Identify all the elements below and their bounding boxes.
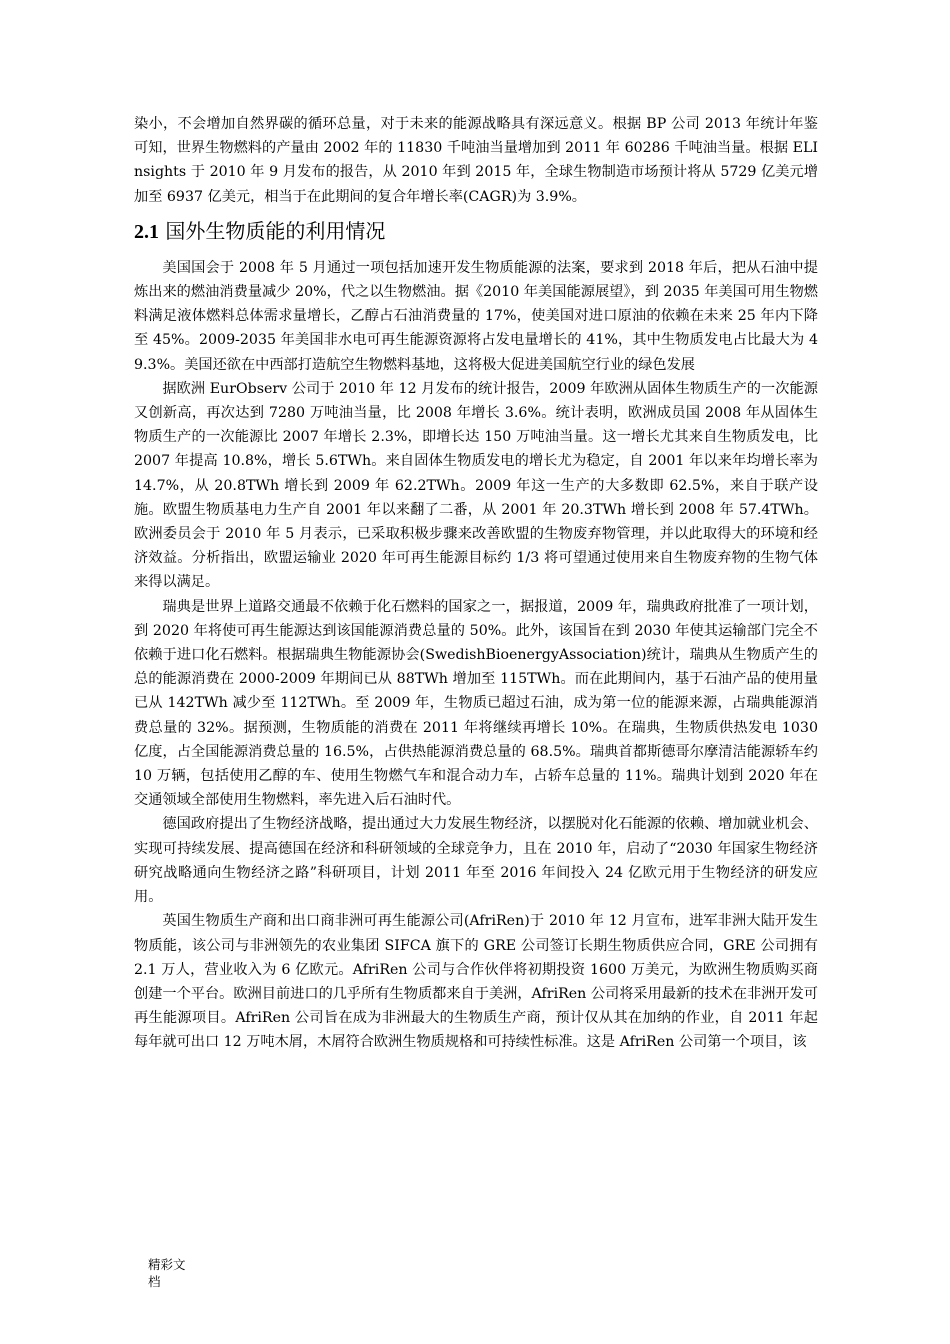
- paragraph-uk-afriren: 英国生物质生产商和出口商非洲可再生能源公司(AfriRen)于 2010 年 12 月宣布，进军非洲大陆开发生物质能，该公司与非洲领先的农业集团 SIFCA 旗下的 GRE 公司签订长期生物质供应合同，GRE 公司拥有 2.1 万人，营业收入为 6 亿欧元。AfriRen 公司与合作伙伴将初期投资 1600 万美元，为欧洲生物质购买商创建一个平台。欧洲目前进口的几乎所有生物质都来自于美洲，AfriRen 公司将采用最新的技术在非洲开发可再生能源项目。AfriRen 公司旨在成为非洲最大的生物质生产商，预计仅从其在加纳的作业，自 2011 年起每年就可出口 12 万吨木屑，木屑符合欧洲生物质规格和可持续性标准。这是 AfriRen 公司第一个项目，该: [134, 913, 818, 1051]
- section-heading: [134, 215, 818, 248]
- page-footer: 精彩文档: [148, 1257, 186, 1289]
- paragraph-sweden: 瑞典是世界上道路交通最不依赖于化石燃料的国家之一，据报道，2009 年，瑞典政府批准了一项计划，到 2020 年将使可再生能源达到该国能源消费总量的 50%。此外，该国旨在到 2030 年使其运输部门完全不依赖于进口化石燃料。根据瑞典生物能源协会(SwedishBioenergyAssociation)统计，瑞典从生物质产生的总的能源消费在 2000-2009 年期间已从 88TWh 增加至 115TWh。而在此期间内，基于石油产品的使用量已从 142TWh 减少至 112TWh。至 2009 年，生物质已超过石油，成为第一位的能源来源，占瑞典能源消费总量的 32%。据预测，生物质能的消费在 2011 年将继续再增长 10%。在瑞典，生物质供热发电 1030 亿度，占全国能源消费总量的 16.5%，占供热能源消费总量的 68.5%。瑞典首都斯德哥尔摩清洁能源轿车约 10 万辆，包括使用乙醇的车、使用生物燃气车和混合动力车，占轿车总量的 11%。瑞典计划到 2020 年在交通领域全部使用生物燃料，率先进入后石油时代。: [134, 598, 818, 809]
- paragraph-usa: 美国国会于 2008 年 5 月通过一项包括加速开发生物质能源的法案，要求到 2018 年后，把从石油中提炼出来的燃油消费量减少 20%，代之以生物燃油。据《2010 年美国能源展望》，到 2035 年美国可用生物燃料满足液体燃料总体需求量增长，乙醇占石油消费量的 17%，使美国对进口原油的依赖在未来 25 年内下降至 45%。2009-2035 年美国非水电可再生能源资源将占发电量增长的 41%，其中生物质发电占比最大为 49.3%。美国还欲在中西部打造航空生物燃料基地，这将极大促进美国航空行业的绿色发展: [134, 259, 818, 373]
- document-body: [134, 112, 818, 1055]
- paragraph-europe: 据欧洲 EurObserv 公司于 2010 年 12 月发布的统计报告，2009 年欧洲从固体生物质生产的一次能源又创新高，再次达到 7280 万吨油当量，比 2008 年增长 3.6%。统计表明，欧洲成员国 2008 年从固体生物质生产的一次能源比 2007 年增长 2.3%，即增长达 150 万吨油当量。这一增长尤其来自生物质发电，比 2007 年提高 10.8%，增长 5.6TWh。来自固体生物质发电的增长尤为稳定，自 2001 年以来年均增长率为 14.7%，从 20.8TWh 增长到 2009 年 62.2TWh。2009 年这一生产的大多数即 62.5%，来自于联产设施。欧盟生物质基电力生产自 2001 年以来翻了二番，从 2001 年 20.3TWh 增长到 2008 年 57.4TWh。欧洲委员会于 2010 年 5 月表示，已采取积极步骤来改善欧盟的生物废弃物管理，并以此取得大的环境和经济效益。分析指出，欧盟运输业 2020 年可再生能源目标约 1/3 将可望通过使用来自生物废弃物的生物气体来得以满足。: [134, 380, 819, 591]
- section-title: 国外生物质能的利用情况: [165, 218, 386, 243]
- section-number: 2.1: [134, 220, 159, 243]
- paragraph-intro-continued: 染小，不会增加自然界碳的循环总量，对于未来的能源战略具有深远意义。根据 BP 公司 2013 年统计年鉴可知，世界生物燃料的产量由 2002 年的 11830 千吨油当量增加到 2011 年 60286 千吨油当量。根据 ELInsights 于 2010 年 9 月发布的报告，从 2010 年到 2015 年，全球生物制造市场预计将从 5729 亿美元增加至 6937 亿美元，相当于在此期间的复合年增长率(CAGR)为 3.9%。: [134, 116, 818, 205]
- paragraph-germany: 德国政府提出了生物经济战略，提出通过大力发展生物经济，以摆脱对化石能源的依赖、增加就业机会、实现可持续发展、提高德国在经济和科研领域的全球竞争力，且在 2010 年，启动了“2030 年国家生物经济研究战略通向生物经济之路”科研项目，计划 2011 年至 2016 年间投入 24 亿欧元用于生物经济的研发应用。: [134, 816, 818, 906]
